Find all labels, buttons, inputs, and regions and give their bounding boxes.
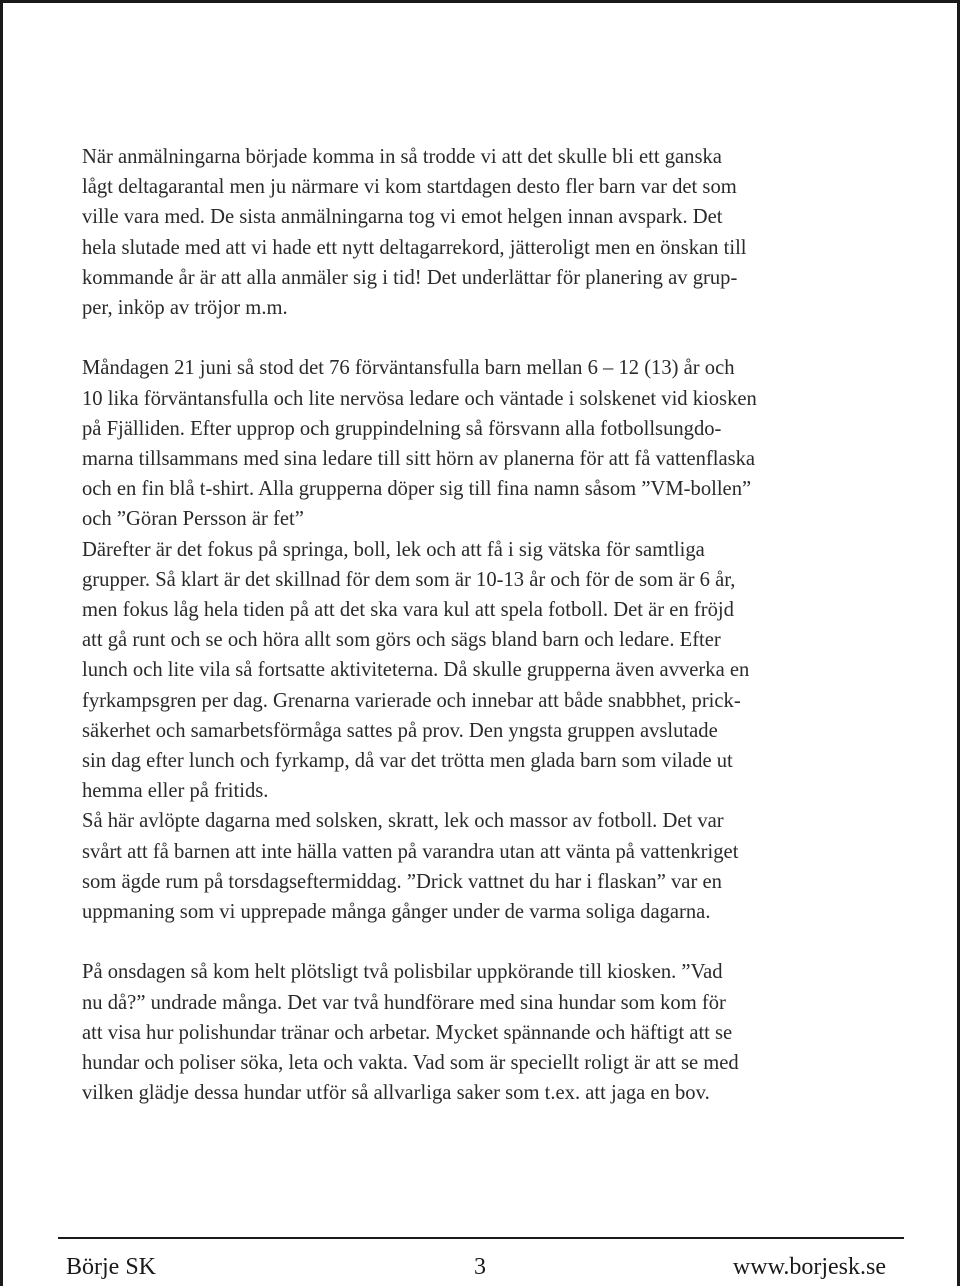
footer-page-number: 3	[474, 1254, 486, 1280]
paragraph-camp-week	[82, 353, 882, 927]
text-line: sin dag efter lunch och fyrkamp, då var det trötta men glada barn som vilade ut	[82, 750, 733, 773]
text-line: säkerhet och samarbetsförmåga sattes på prov. Den yngsta gruppen avslutade	[82, 719, 718, 742]
text-line: När anmälningarna började komma in så trodde vi att det skulle bli ett ganska	[82, 146, 722, 168]
paragraph-registration	[82, 142, 882, 323]
text-line: per, inköp av tröjor m.m.	[82, 297, 288, 320]
text-line: hela slutade med att vi hade ett nytt deltagarrekord, jätteroligt men en önskan till	[82, 236, 747, 259]
text-line: kommande år är att alla anmäler sig i tid! Det underlättar för planering av grup-	[82, 266, 738, 289]
article-body	[82, 142, 882, 1108]
text-line: och ”Göran Persson är fet”	[82, 508, 304, 531]
paragraph-police-dogs	[82, 957, 882, 1108]
text-line: men fokus låg hela tiden på att det ska vara kul att spela fotboll. Det är en fröjd	[82, 599, 734, 622]
text-line: hemma eller på fritids.	[82, 780, 269, 803]
text-line: ville vara med. De sista anmälningarna tog vi emot helgen innan avspark. Det	[82, 206, 723, 229]
text-line: hundar och poliser söka, leta och vakta. Vad som är speciellt roligt är att se med	[82, 1052, 739, 1075]
text-line: uppmaning som vi upprepade många gånger under de varma soliga dagarna.	[82, 901, 711, 924]
text-line: nu då?” undrade många. Det var två hundförare med sina hundar som kom för	[82, 991, 726, 1014]
footer-club-name: Börje SK	[66, 1254, 156, 1280]
text-line: Så här avlöpte dagarna med solsken, skratt, lek och massor av fotboll. Det var	[82, 810, 724, 833]
text-line: vilken glädje dessa hundar utför så allvarliga saker som t.ex. att jaga en bov.	[82, 1082, 710, 1105]
text-line: på Fjälliden. Efter upprop och gruppindelning så försvann alla fotbollsungdo-	[82, 417, 722, 440]
text-line: svårt att få barnen att inte hälla vatten på varandra utan att vänta på vattenkriget	[82, 840, 739, 863]
text-line: Måndagen 21 juni så stod det 76 förväntansfulla barn mellan 6 – 12 (13) år och	[82, 357, 735, 380]
text-line: och en fin blå t-shirt. Alla grupperna döper sig till fina namn såsom ”VM-bollen”	[82, 478, 752, 501]
text-line: att visa hur polishundar tränar och arbetar. Mycket spännande och häftigt att se	[82, 1021, 733, 1044]
text-line: grupper. Så klart är det skillnad för dem som är 10-13 år och för de som är 6 år,	[82, 568, 736, 591]
text-line: att gå runt och se och höra allt som görs och sägs bland barn och ledare. Efter	[82, 629, 721, 652]
text-line: marna tillsammans med sina ledare till sitt hörn av planerna för att få vattenflaska	[82, 448, 756, 471]
text-line: lågt deltagarantal men ju närmare vi kom startdagen desto fler barn var det som	[82, 176, 737, 199]
text-line: som ägde rum på torsdagseftermiddag. ”Drick vattnet du har i flaskan” var en	[82, 870, 722, 893]
footer-divider	[58, 1237, 904, 1239]
text-line: På onsdagen så kom helt plötsligt två polisbilar uppkörande till kiosken. ”Vad	[82, 961, 723, 984]
footer-website: www.borjesk.se	[732, 1254, 886, 1280]
text-line: Därefter är det fokus på springa, boll, lek och att få i sig vätska för samtliga	[82, 538, 705, 561]
text-line: lunch och lite vila så fortsatte aktiviteterna. Då skulle grupperna även avverka en	[82, 659, 750, 682]
text-line: fyrkampsgren per dag. Grenarna varierade och innebar att både snabbhet, prick-	[82, 689, 741, 712]
text-line: 10 lika förväntansfulla och lite nervösa ledare och väntade i solskenet vid kiosken	[82, 387, 757, 410]
